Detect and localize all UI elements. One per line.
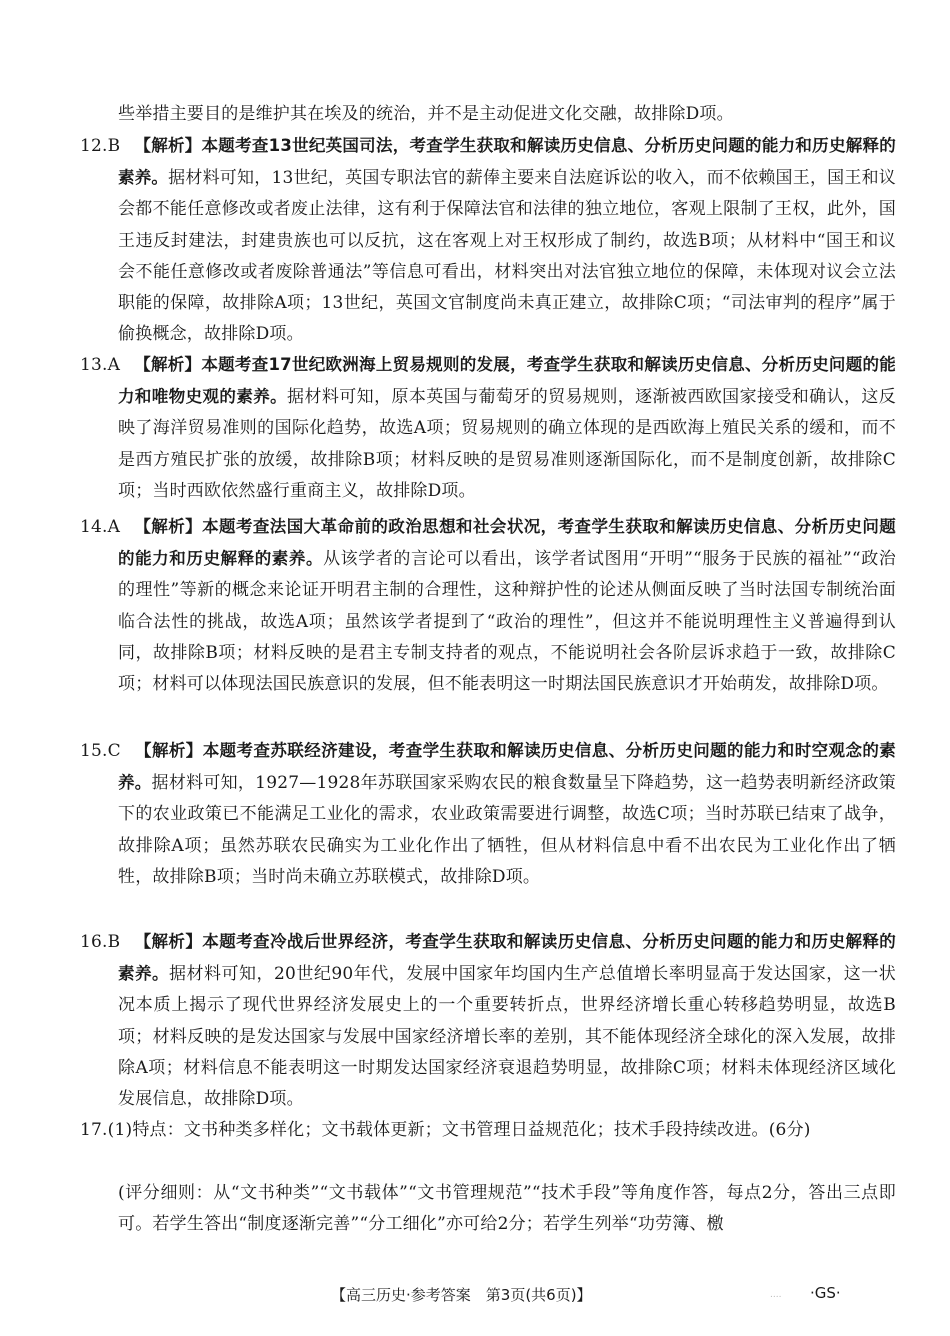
- answer-number: 14.A: [80, 517, 121, 537]
- answer-number: 15.C: [80, 741, 121, 761]
- analysis-text: 据材料可知，1927—1928年苏联国家采购农民的粮食数量呈下降趋势，这一趋势表明新经济政策下的农业政策已不能满足工业化的需求，农业政策需要进行调整，故选C项；当时苏联已结束了战争，故排除A项；虽然苏联农民确实为工业化作出了牺牲，但从材料信息中看不出农民为工业化作出了牺牲，故排除B项；当时尚未确立苏联模式，故排除D项。: [118, 773, 896, 887]
- footer-dots: ....: [770, 1290, 782, 1300]
- answer-14: [80, 511, 896, 700]
- answer-number: 13.A: [80, 355, 121, 375]
- analysis-text: 据材料可知，13世纪，英国专职法官的薪俸主要来自法庭诉讼的收入，而不依赖国王，国王和议会都不能任意修改或者废止法律，这有利于保障法官和法律的独立地位，客观上限制了王权，此外，国王违反封建法，封建贵族也可以反抗，这在客观上对王权形成了制约，故选B项；从材料中“国王和议会不能任意修改或者废除普通法”等信息可看出，材料突出对法官独立地位的保障，未体现对议会立法职能的保障，故排除A项；13世纪，英国文官制度尚未真正建立，故排除C项；“司法审判的程序”属于偷换概念，故排除D项。: [118, 168, 896, 345]
- answer-12: [80, 130, 896, 350]
- answer-number: 16.B: [80, 932, 121, 952]
- analysis-tag: 【解析】: [134, 355, 202, 374]
- answer-text: (1)特点：文书种类多样化；文书载体更新；文书管理日益规范化；技术手段持续改进。(6分): [107, 1120, 811, 1140]
- answer-13: [80, 349, 896, 507]
- analysis-summary: 本题考查苏联经济建设，考查学生获取和解读历史信息、分析历史问题的能力和时空观念的素养。: [118, 741, 896, 793]
- analysis-text: 据材料可知，原本英国与葡萄牙的贸易规则，逐渐被西欧国家接受和确认，这反映了海洋贸易准则的国际化趋势，故选A项；贸易规则的确立体现的是西欧海上殖民关系的缓和，而不是西方殖民扩张的放缓，故排除B项；材料反映的是贸易准则逐渐国际化，而不是制度创新，故排除C项；当时西欧依然盛行重商主义，故排除D项。: [118, 387, 896, 501]
- continuation-line: 些举措主要目的是维护其在埃及的统治，并不是主动促进文化交融，故排除D项。: [118, 104, 734, 124]
- analysis-summary: 本题考查13世纪英国司法，考查学生获取和解读历史信息、分析历史问题的能力和历史解释的素养。: [118, 136, 896, 188]
- answer-15: [80, 735, 896, 893]
- footer-page-info: 【高三历史·参考答案 第3页(共6页)】: [331, 1286, 592, 1304]
- footer-mark: ·GS·: [810, 1284, 841, 1302]
- analysis-summary: 本题考查冷战后世界经济，考查学生获取和解读历史信息、分析历史问题的能力和历史解释的素养。: [118, 932, 896, 984]
- analysis-tag: 【解析】: [134, 932, 203, 951]
- analysis-text: 据材料可知，20世纪90年代，发展中国家年均国内生产总值增长率明显高于发达国家，这一状况本质上揭示了现代世界经济发展史上的一个重要转折点，世界经济增长重心转移趋势明显，故选B项；材料反映的是发达国家与发展中国家经济增长率的差别，其不能体现经济全球化的深入发展，故排除A项；材料信息不能表明这一时期发达国家经济衰退趋势明显，故排除C项；材料未体现经济区域化发展信息，故排除D项。: [118, 964, 896, 1110]
- analysis-summary: 本题考查17世纪欧洲海上贸易规则的发展，考查学生获取和解读历史信息、分析历史问题的能力和唯物史观的素养。: [118, 355, 896, 407]
- page-footer: [0, 1284, 950, 1308]
- analysis-text: 从该学者的言论可以看出，该学者试图用“开明”“服务于民族的福祉”“政治的理性”等新的概念来论证开明君主制的合理性，这种辩护性的论述从侧面反映了当时法国专制统治面临合法性的挑战，故选A项；虽然该学者提到了“政治的理性”，但这并不能说明理性主义普遍得到认同，故排除B项；材料反映的是君主专制支持者的观点，不能说明社会各阶层诉求趋于一致，故排除C项；材料可以体现法国民族意识的发展，但不能表明这一时期法国民族意识才开始萌发，故排除D项。: [118, 549, 896, 695]
- answer-number: 17.: [80, 1120, 108, 1140]
- answer-17: [80, 1115, 896, 1146]
- analysis-summary: 本题考查法国大革命前的政治思想和社会状况，考查学生获取和解读历史信息、分析历史问题的能力和历史解释的素养。: [118, 517, 896, 569]
- scoring-note: (评分细则：从“文书种类”“文书载体”“文书管理规范”“技术手段”等角度作答，每点2分，答出三点即可。若学生答出“制度逐渐完善”“分工细化”亦可给2分；若学生列举“功劳簿、檄: [118, 1183, 896, 1235]
- analysis-tag: 【解析】: [134, 517, 203, 536]
- answer-16: [80, 926, 896, 1115]
- analysis-tag: 【解析】: [134, 136, 202, 155]
- answer-number: 12.B: [80, 136, 121, 156]
- analysis-tag: 【解析】: [134, 741, 203, 760]
